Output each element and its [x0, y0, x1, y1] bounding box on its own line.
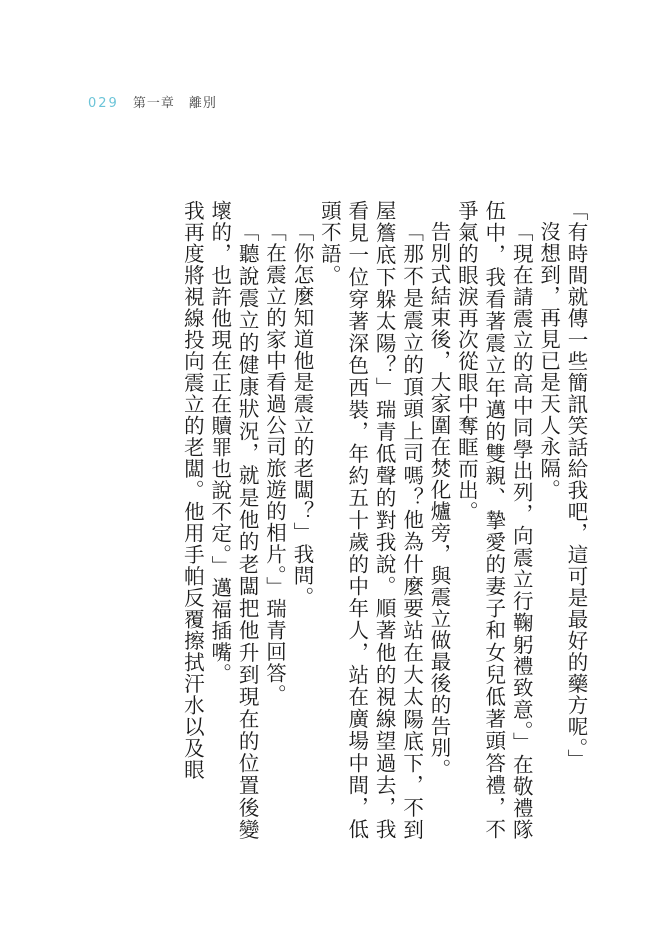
- page-number: 029: [88, 96, 119, 111]
- page-header: [88, 92, 217, 111]
- paragraph-6: 「你怎麼知道他是震立的老闆？」我問。: [289, 220, 314, 608]
- paragraph-1: 「有時間就傳一些簡訊笑話給我吧，這可是最好的藥方呢。」: [564, 200, 588, 771]
- chapter-title: 第一章 離別: [132, 96, 217, 111]
- paragraph-9: 我再度將視線投向震立的老闆。他用手帕反覆擦拭汗水以及眼: [180, 200, 205, 781]
- paragraph-5: 「那不是震立的頂頭上司嗎？他為什麼要站在大太陽底下，不到屋簷底下躲太陽？」瑞青低聲的對我說。順著他的視線望過去，我看見一位穿著深色西裝，年約五十歲的中年人，站在廣場中間，低頭不語。: [317, 200, 424, 840]
- paragraph-4: 告別式結束後，大家圍在焚化爐旁，與震立做最後的告別。: [426, 220, 451, 780]
- paragraph-7: 「在震立的家中看過公司旅遊的相片。」瑞青回答。: [262, 220, 287, 705]
- paragraph-8: 「聽說震立的健康狀況，就是他的老闆把他升到現在的位置後變壞的，也許他現在正在贖罪也說不定。」邁福插嘴。: [207, 200, 260, 840]
- paragraph-2: 沒想到，再見已是天人永隔。: [536, 220, 561, 500]
- body-text: [85, 200, 589, 840]
- paragraph-3: 「現在請震立的高中同學出列，向震立行鞠躬禮致意。」在敬禮隊伍中，我看著震立年邁的雙親、摯愛的妻子和女兒低著頭答禮，不爭氣的眼淚再次從眼中奪眶而出。: [454, 200, 534, 840]
